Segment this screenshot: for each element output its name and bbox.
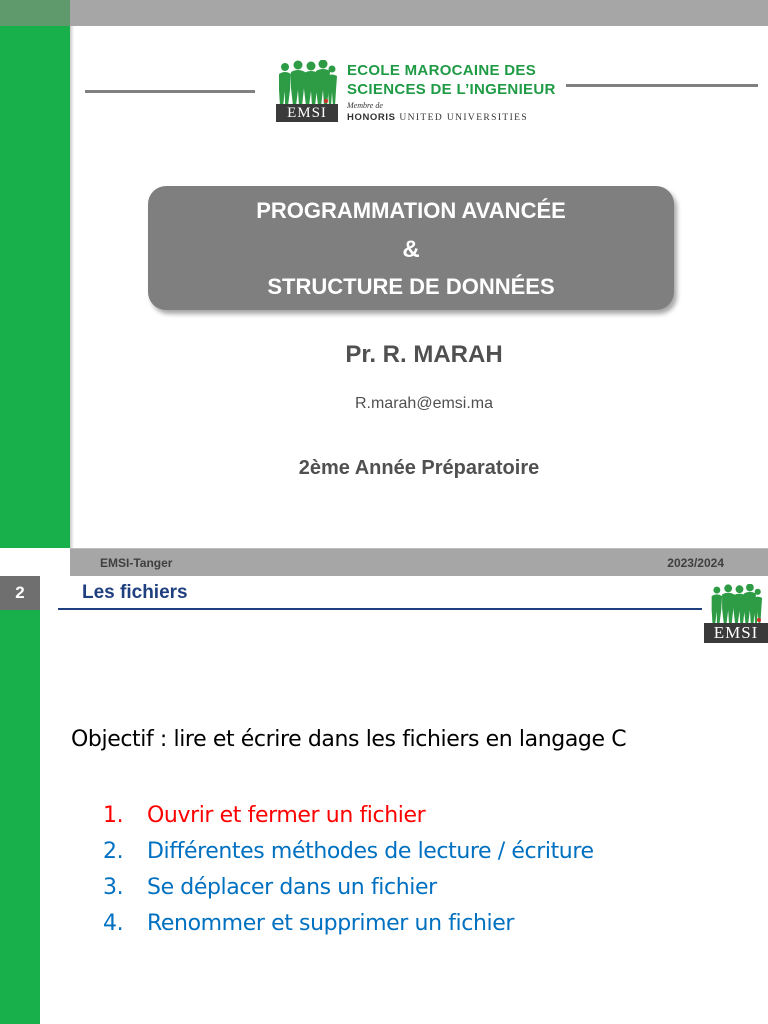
footer-academic-year: 2023/2024 — [667, 556, 724, 570]
list-item-number: 2. — [103, 839, 124, 864]
slide-footer — [70, 548, 768, 576]
list-item-number: 4. — [103, 911, 124, 936]
green-side-bar-top — [0, 0, 70, 26]
list-item — [103, 798, 594, 834]
list-item-text: Se déplacer dans un fichier — [147, 875, 437, 900]
course-title-line3: STRUCTURE DE DONNÉES — [267, 274, 555, 299]
list-item-number: 1. — [103, 803, 124, 828]
brand-honoris-text — [347, 112, 528, 123]
objective-heading: Objectif : lire et écrire dans les fichiers en langage C — [71, 727, 627, 752]
logo-red-dot — [324, 99, 328, 103]
header-rule-left — [85, 90, 255, 93]
brand-member-text: Membre de — [347, 101, 383, 110]
header-rule-right — [566, 84, 758, 87]
slide-title: Les fichiers — [82, 582, 188, 603]
top-bar — [0, 0, 768, 26]
honoris-rest: UNITED UNIVERSITIES — [395, 113, 529, 123]
emsi-logo-badge: EMSI — [704, 623, 768, 643]
course-title-line2: & — [402, 236, 420, 263]
list-item-text: Ouvrir et fermer un fichier — [147, 803, 426, 828]
content-slide — [0, 576, 768, 1024]
green-side-bar — [0, 610, 40, 1024]
brand-name-line2: SCIENCES DE L’INGENIEUR — [347, 81, 556, 98]
list-item — [103, 906, 594, 942]
brand-name-line1: ECOLE MAROCAINE DES — [347, 62, 537, 79]
title-underline — [58, 608, 702, 610]
emsi-logo-badge: EMSI — [276, 104, 338, 122]
professor-email: R.marah@emsi.ma — [354, 395, 494, 412]
year-level: 2ème Année Préparatoire — [298, 457, 540, 479]
list-item-number: 3. — [103, 875, 124, 900]
professor-name: Pr. R. MARAH — [345, 341, 503, 368]
logo-red-dot — [757, 618, 761, 622]
list-item-text: Différentes méthodes de lecture / écriture — [147, 839, 594, 864]
slide-number: 2 — [0, 576, 40, 610]
footer-campus: EMSI-Tanger — [100, 556, 173, 570]
emsi-logo-figures-icon — [277, 60, 337, 106]
honoris-bold: HONORIS — [347, 112, 396, 123]
list-item-text: Renommer et supprimer un fichier — [147, 911, 514, 936]
list-item — [103, 834, 594, 870]
objectives-list — [103, 798, 594, 942]
course-title-box — [148, 186, 674, 310]
course-title-line1: PROGRAMMATION AVANCÉE — [256, 198, 566, 223]
list-item — [103, 870, 594, 906]
